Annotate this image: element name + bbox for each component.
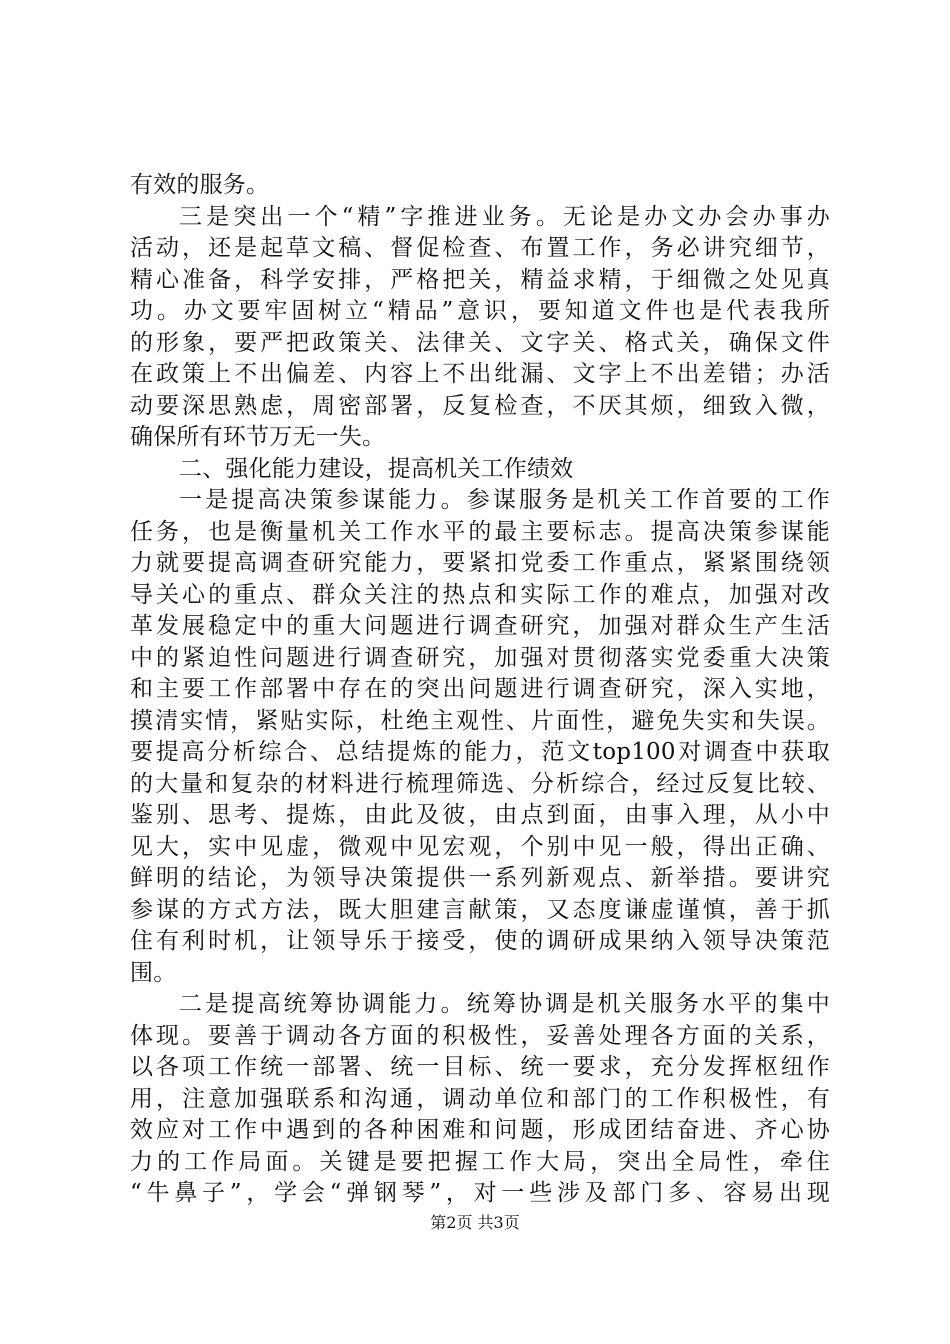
document-body xyxy=(130,170,830,1210)
text-line: 力就要提高调查研究能力，要紧扣党委工作重点，紧紧围绕领 xyxy=(130,550,830,576)
text-line: 和主要工作部署中存在的突出问题进行调查研究，深入实地， xyxy=(130,676,830,702)
text-line: 导关心的重点、群众关注的热点和实际工作的难点，加强对改 xyxy=(130,581,830,608)
text-line: 摸清实情，紧贴实际，杜绝主观性、片面性，避免失实和失误。 xyxy=(130,707,830,734)
text-line: 以各项工作统一部署、统一目标、统一要求，充分发挥枢纽作 xyxy=(130,1054,830,1080)
text-line: 见大，实中见虚，微观中见宏观，个别中见一般，得出正确、 xyxy=(130,833,830,860)
text-line: 的形象，要严把政策关、法律关、文字关、格式关，确保文件 xyxy=(130,329,830,356)
text-line: 活动，还是起草文稿、督促检查、布置工作，务必讲究细节， xyxy=(130,235,830,261)
text-line: 在政策上不出偏差、内容上不出纰漏、文字上不出差错；办活 xyxy=(130,361,830,387)
text-line: 二是提高统筹协调能力。统筹协调是机关服务水平的集中 xyxy=(179,991,830,1017)
text-line: 鉴别、思考、提炼，由此及彼，由点到面，由事入理，从小中 xyxy=(130,802,830,828)
text-line: 用，注意加强联系和沟通，调动单位和部门的工作积极性，有 xyxy=(130,1085,830,1112)
text-line: 参谋的方式方法，既大胆建言献策，又态度谦虚谨慎，善于抓 xyxy=(130,896,830,923)
section-heading: 二、强化能力建设，提高机关工作绩效 xyxy=(179,455,574,482)
page-number-footer: 第2页 共3页 xyxy=(430,1213,520,1232)
text-line: 革发展稳定中的重大问题进行调查研究，加强对群众生产生活 xyxy=(130,613,830,639)
text-line: 三是突出一个“精”字推进业务。无论是办文办会办事办 xyxy=(179,203,830,230)
text-line: 力的工作局面。关键是要把握工作大局，突出全局性，牵住 xyxy=(130,1148,830,1175)
text-line: 一是提高决策参谋能力。参谋服务是机关工作首要的工作 xyxy=(179,487,830,513)
text-line: 要提高分析综合、总结提炼的能力，范文top100对调查中获取 xyxy=(130,739,830,765)
text-line: “牛鼻子”，学会“弹钢琴”，对一些涉及部门多、容易出现 xyxy=(130,1180,830,1206)
text-line: 功。办文要牢固树立“精品”意识，要知道文件也是代表我所 xyxy=(130,298,830,324)
text-line: 任务，也是衡量机关工作水平的最主要标志。提高决策参谋能 xyxy=(130,518,830,545)
text-line: 鲜明的结论，为领导决策提供一系列新观点、新举措。要讲究 xyxy=(130,865,830,891)
text-line: 动要深思熟虑，周密部署，反复检查，不厌其烦，细致入微， xyxy=(130,392,830,419)
text-line: 体现。要善于调动各方面的积极性，妥善处理各方面的关系， xyxy=(130,1022,830,1049)
text-line: 住有利时机，让领导乐于接受，使的调研成果纳入领导决策范 xyxy=(130,928,830,954)
text-line: 精心准备，科学安排，严格把关，精益求精，于细微之处见真 xyxy=(130,266,830,293)
text-line: 确保所有环节万无一失。 xyxy=(130,424,386,450)
text-line: 有效的服务。 xyxy=(130,172,270,198)
text-line: 围。 xyxy=(130,959,177,986)
text-line: 中的紧迫性问题进行调查研究，加强对贯彻落实党委重大决策 xyxy=(130,644,830,671)
text-line: 效应对工作中遇到的各种困难和问题，形成团结奋进、齐心协 xyxy=(130,1117,830,1143)
text-line: 的大量和复杂的材料进行梳理筛选、分析综合，经过反复比较、 xyxy=(130,770,830,797)
